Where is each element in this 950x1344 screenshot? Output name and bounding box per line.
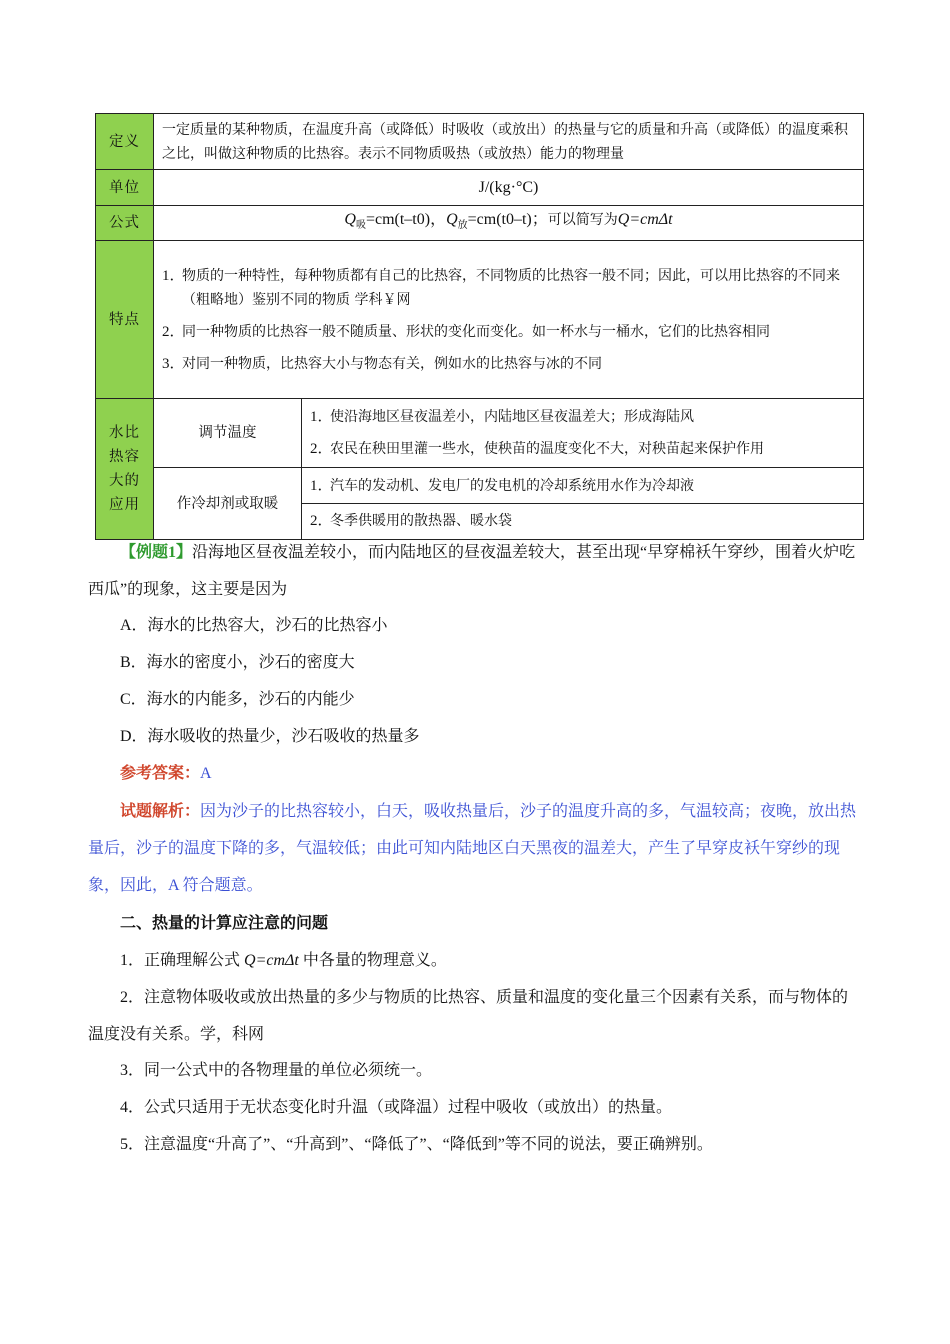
point-1-formula: Q=cmΔt	[244, 952, 299, 969]
header-definition: 定义	[96, 114, 154, 170]
feature-number: 1．	[162, 267, 185, 284]
unit-text: J/(kg·°C)	[154, 170, 864, 206]
analysis-label: 试题解析：	[120, 803, 201, 820]
section-point-1	[88, 942, 863, 979]
section-point-3: 3．同一公式中的各物理量的单位必须统一。	[120, 1062, 433, 1079]
application-text: 农民在秧田里灌一些水，使秧苗的温度变化不大，对秧苗起来保护作用	[330, 441, 764, 458]
header-features: 特点	[96, 241, 154, 399]
formula-q-release: Q	[446, 211, 458, 228]
application-item	[310, 401, 855, 433]
example-label: 【例题1】	[120, 544, 193, 561]
application-text: 冬季供暖用的散热器、暖水袋	[330, 513, 512, 530]
point-1-suffix: 中各量的物理意义。	[298, 952, 447, 969]
application-item	[310, 433, 855, 465]
feature-item	[162, 316, 855, 348]
row-application-cooling	[96, 468, 864, 540]
row-features	[96, 241, 864, 399]
option-c: C．海水的内能多，沙石的内能少	[120, 691, 355, 708]
formula-cell	[154, 206, 864, 241]
features-list	[154, 241, 864, 399]
feature-text: 同一种物质的比热容一般不随质量、形状的变化而变化。如一杯水与一桶水，它们的比热容相同	[182, 323, 770, 340]
header-application-line: 应用	[109, 497, 140, 514]
header-application	[96, 399, 154, 540]
header-application-line: 大的	[109, 473, 140, 490]
application-number: 1．	[310, 409, 333, 426]
application-item	[302, 469, 863, 504]
specific-heat-table	[95, 113, 864, 540]
option-b: B．海水的密度小，沙石的密度大	[120, 654, 355, 671]
feature-number: 3．	[162, 355, 185, 372]
point-1-prefix: 1．正确理解公式	[120, 952, 245, 969]
feature-text: 物质的一种特性，每种物质都有自己的比热容，不同物质的比热容一般不同；因此，可以用比热容的不同来（粗略地）鉴别不同的物质 学科￥网	[182, 267, 840, 308]
header-formula: 公式	[96, 206, 154, 241]
row-formula	[96, 206, 864, 241]
application-label-cooling: 作冷却剂或取暖	[154, 468, 302, 540]
header-application-line: 水比	[109, 425, 140, 442]
section-title: 二、热量的计算应注意的问题	[120, 915, 329, 932]
feature-item	[162, 260, 855, 316]
section-point-4: 4．公式只适用于无状态变化时升温（或降温）过程中吸收（或放出）的热量。	[120, 1099, 673, 1116]
formula-note: 可以简写为	[547, 212, 618, 228]
feature-text: 对同一种物质，比热容大小与物态有关，例如水的比热容与冰的不同	[182, 355, 602, 372]
application-number: 2．	[310, 441, 333, 458]
formula-release-eq: =cm(t0–t)；	[467, 211, 548, 228]
feature-number: 2．	[162, 323, 185, 340]
section-point-5: 5．注意温度“升高了”、“升高到”、“降低了”、“降低到”等不同的说法，要正确辨别。	[120, 1136, 713, 1153]
application-label-temperature: 调节温度	[154, 399, 302, 468]
analysis-paragraph	[88, 793, 863, 904]
example-question	[88, 534, 863, 608]
application-text: 使沿海地区昼夜温差小，内陆地区昼夜温差大；形成海陆风	[330, 409, 694, 426]
application-text: 汽车的发动机、发电厂的发电机的冷却系统用水作为冷却液	[330, 478, 694, 495]
application-number: 2．	[310, 513, 333, 530]
header-unit: 单位	[96, 170, 154, 206]
formula-short: Q=cmΔt	[617, 211, 673, 228]
example-question-text: 沿海地区昼夜温差较小，而内陆地区的昼夜温差较大，甚至出现“早穿棉袄午穿纱，围着火炉吃西瓜”的现象，这主要是因为	[88, 544, 856, 598]
section-point-2: 2．注意物体吸收或放出热量的多少与物质的比热容、质量和温度的变化量三个因素有关系，而与物体的温度没有关系。学，科网	[88, 989, 849, 1043]
definition-text: 一定质量的某种物质，在温度升高（或降低）时吸收（或放出）的热量与它的质量和升高（或降低）的温度乘积之比，叫做这种物质的比热容。表示不同物质吸热（或放热）能力的物理量	[154, 114, 864, 170]
answer-line	[88, 755, 863, 792]
option-d: D．海水吸收的热量少，沙石吸收的热量多	[120, 728, 420, 745]
application-items-temperature	[302, 399, 864, 468]
application-items-cooling	[302, 468, 864, 540]
answer-value: A	[200, 765, 212, 782]
analysis-text: 因为沙子的比热容较小，白天，吸收热量后，沙子的温度升高的多，气温较高；夜晚，放出热量后，沙子的温度下降的多，气温较低；由此可知内陆地区白天黑夜的温差大，产生了早穿皮袄午穿纱的现象，因此，A 符合题意。	[88, 803, 857, 894]
option-a: A．海水的比热容大，沙石的比热容小	[120, 617, 388, 634]
feature-item	[162, 348, 855, 380]
header-application-line: 热容	[109, 449, 140, 466]
formula-absorb-eq: =cm(t–t0)，	[365, 211, 447, 228]
application-number: 1．	[310, 478, 333, 495]
formula-q-absorb: Q	[344, 211, 356, 228]
formula-sub-absorb: 吸	[355, 220, 366, 232]
answer-label: 参考答案：	[120, 765, 201, 782]
formula-sub-release: 放	[457, 220, 468, 232]
row-unit	[96, 170, 864, 206]
row-definition	[96, 114, 864, 170]
row-application-temperature	[96, 399, 864, 468]
